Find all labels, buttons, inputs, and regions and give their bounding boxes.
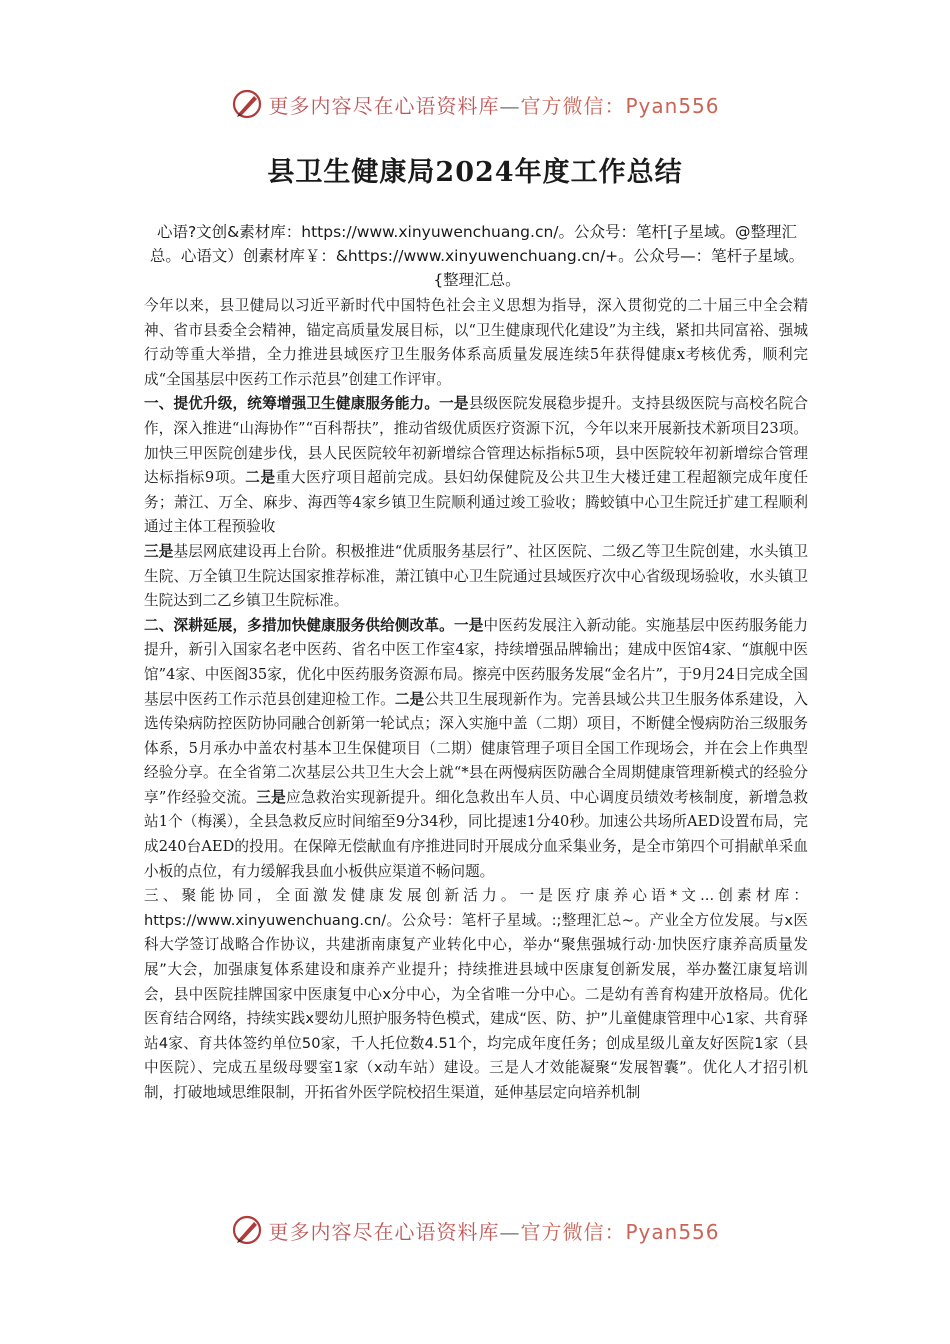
document-body bbox=[144, 294, 808, 1106]
document-title: 县卫生健康局2024年度工作总结 bbox=[267, 157, 683, 188]
watermark-banner-bottom bbox=[0, 1210, 950, 1250]
pen-logo-icon bbox=[230, 87, 264, 121]
intro-paragraph: 今年以来，县卫健局以习近平新时代中国特色社会主义思想为指导，深入贯彻党的二十届三中全会精神、省市县委全会精神，锚定高质量发展目标，以“卫生健康现代化建设”为主线，紧扣共同富裕、强城行动等重大举措，全力推进县域医疗卫生服务体系高质量发展连续5年获得健康x考核优秀，顺利完成“全国基层中医药工作示范县”创建工作评审。 bbox=[144, 297, 808, 388]
section-1-heading: 一、提优升级，统筹增强卫生健康服务能力。 bbox=[144, 395, 440, 413]
section-2-heading: 二、深耕延展，多措加快健康服务供给侧改革。 bbox=[144, 616, 454, 634]
section-2: 二、深耕延展，多措加快健康服务供给侧改革。一是中医药发展注入新动能。实施基层中医药服务能力提升，新引入国家名老中医药、省名中医工作室4家，持续增强品牌输出；建成中医馆4家、“旗舰中医馆”4家、中医阁35家，优化中医药服务资源布局。擦亮中医药服务发展“金名片”，于9月24日完成全国基层中医药工作示范县创建迎检工作。二是公共卫生展现新作为。完善县域公共卫生服务体系建设，入选传染病防控医防协同融合创新第一轮试点；深入实施中盖（二期）项目，不断健全慢病防治三级服务体系，5月承办中盖农村基本卫生保健项目（二期）健康管理子项目全国工作现场会，并在会上作典型经验分享。在全省第二次基层公共卫生大会上就“*县在两慢病医防融合全周期健康管理新模式的经验分享”作经验交流。三是应急救治实现新提升。细化急救出车人员、中心调度员绩效考核制度，新增急救站1个（梅溪），全县急救反应时间缩至9分34秒，同比提速1分40秒。加速公共场所AED设置布局，完成240台AED的投用。在保障无偿献血有序推进同时开展成分血采集业务，是全市第四个可捐献单采血小板的点位，有力缓解我县血小板供应渠道不畅问题。 bbox=[144, 616, 808, 880]
pen-logo-icon bbox=[230, 1213, 264, 1247]
banner-text: 更多内容尽在心语资料库—官方微信：Pyan556 bbox=[268, 93, 720, 118]
banner-text: 更多内容尽在心语资料库—官方微信：Pyan556 bbox=[268, 1219, 720, 1244]
watermark-banner-top bbox=[0, 84, 950, 124]
source-line: 心语?文创&素材库：https://www.xinyuwenchuang.cn/。公众号：笔杆[子星域。@整理汇总。心语文）创素材库￥：&https://www.xinyuwenchuang.cn/+。公众号—：笔杆子星域。{整理汇总。 bbox=[149, 223, 805, 289]
section-3: 三、聚能协同，全面激发健康发展创新活力。一是医疗康养心语*文...创素材库：https://www.xinyuwenchuang.cn/。公众号：笔杆子星域。:;整理汇总~。产业全方位发展。与x医科大学签订战略合作协议，共建浙南康复产业转化中心，举办“聚焦强城行动·加快医疗康养高质量发展”大会，加强康复体系建设和康养产业提升；持续推进县域中医康复创新发展，举办鳌江康复培训会，县中医院挂牌国家中医康复中心x分中心，为全省唯一分中心。二是幼有善育构建开放格局。优化医育结合网络，持续实践x婴幼儿照护服务特色模式，建成“医、防、护”儿童健康管理中心1家、共育驿站4家、育共体签约单位50家，千人托位数4.51个，均完成年度任务；创成星级儿童友好医院1家（县中医院）、完成五星级母婴室1家（x动车站）建设。三是人才效能凝聚“发展智囊”。优化人才招引机制，打破地域思维限制，开拓省外医学院校招生渠道，延伸基层定向培养机制 bbox=[144, 887, 808, 1101]
section-1: 一、提优升级，统筹增强卫生健康服务能力。一是县级医院发展稳步提升。支持县级医院与高校名院合作，深入推进“山海协作”“百科帮扶”，推动省级优质医疗资源下沉，今年以来开展新技术新项目23项。加快三甲医院创建步伐，县人民医院较年初新增综合管理达标指标5项，县中医院较年初新增综合管理达标指标9项。二是重大医疗项目超前完成。县妇幼保健院及公共卫生大楼迁建工程超额完成年度任务；萧江、万全、麻步、海西等4家乡镇卫生院顺利通过竣工验收；腾蛟镇中心卫生院迁扩建工程顺利通过主体工程预验收 三是基层网底建设再上台阶。积极推进“优质服务基层行”、社区医院、二级乙等卫生院创建，水头镇卫生院、万全镇卫生院达国家推荐标准，萧江镇中心卫生院通过县域医疗次中心省级现场验收，水头镇卫生院达到二乙乡镇卫生院标准。 bbox=[144, 395, 808, 610]
